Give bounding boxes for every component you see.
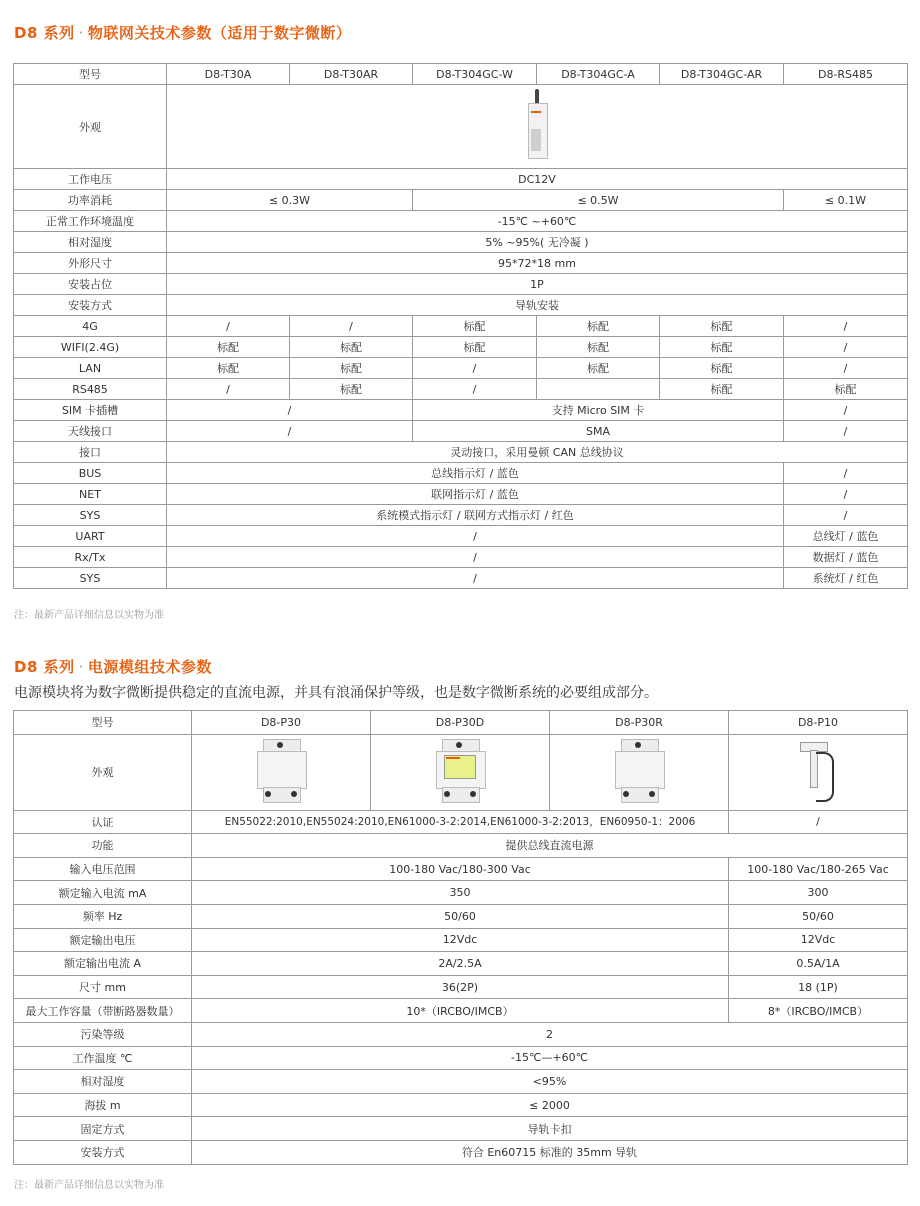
row-label: 最大工作容量（带断路器数量） [14,999,192,1023]
row-label: 接口 [14,442,167,463]
gateway-device-illustration [526,89,548,161]
power-module-illustration [257,739,305,803]
table-row [14,211,908,232]
table-cell: 标配 [784,379,908,400]
gateway-product-image [167,85,908,169]
table-cell: 18 (1P) [729,975,908,999]
table-cell: -15℃ ~+60℃ [167,211,908,232]
table-cell: 0.5A/1A [729,952,908,976]
table-cell: SMA [413,421,784,442]
table-row [14,547,908,568]
row-label: 工作电压 [14,169,167,190]
title-separator: · [78,24,84,42]
power-module-display-illustration [436,739,484,803]
table-cell: 50/60 [192,904,729,928]
table-row [14,253,908,274]
row-label: RS485 [14,379,167,400]
row-label: 天线接口 [14,421,167,442]
table-row [14,568,908,589]
table-row [14,1117,908,1141]
table-row [14,232,908,253]
section2-description: 电源模块将为数字微断提供稳定的直流电源，并具有浪涌保护等级，也是数字微断系统的必要组成部分。 [14,685,658,701]
table-cell: 总线指示灯 / 蓝色 [167,463,784,484]
table-row [14,928,908,952]
power-module-spec-table [13,710,908,1165]
header-cell: 型号 [14,64,167,85]
table-cell: 标配 [167,337,290,358]
table-cell: / [167,316,290,337]
table-row [14,316,908,337]
row-label: 功率消耗 [14,190,167,211]
row-label: 安装方式 [14,1140,192,1164]
row-label: NET [14,484,167,505]
table-row [14,834,908,858]
section1-title-text: 物联网关技术参数（适用于数字微断） [87,24,352,42]
table-row [14,881,908,905]
header-cell: D8-T304GC-AR [660,64,784,85]
table-cell: / [784,421,908,442]
footnote: 注：最新产品详细信息以实物为准 [14,1180,164,1191]
header-cell: D8-P30D [371,711,550,735]
table-row [14,337,908,358]
table-cell: 50/60 [729,904,908,928]
table-row [14,190,908,211]
table-row [14,442,908,463]
table-cell: 300 [729,881,908,905]
header-cell: D8-P10 [729,711,908,735]
power-cable-module-illustration [794,738,842,804]
table-row [14,505,908,526]
table-header-row [14,711,908,735]
header-cell: D8-T304GC-A [537,64,660,85]
table-row [14,526,908,547]
table-cell: / [413,379,537,400]
product-image-p30r [550,734,729,810]
table-cell: 导轨卡扣 [192,1117,908,1141]
row-label: 正常工作环境温度 [14,211,167,232]
table-cell: / [784,463,908,484]
header-cell: D8-T304GC-W [413,64,537,85]
row-label: 认证 [14,810,192,834]
table-cell: / [167,421,413,442]
series-label: D8 系列 [14,24,75,42]
table-row [14,169,908,190]
table-cell: EN55022:2010,EN55024:2010,EN61000-3-2:2014,EN61000-3-2:2013，EN60950-1：2006 [192,810,729,834]
table-cell: 10*（IRCBO/IMCB） [192,999,729,1023]
header-cell: D8-P30 [192,711,371,735]
row-label: 海拔 m [14,1093,192,1117]
row-label: 外观 [14,85,167,169]
table-cell: / [167,568,784,589]
table-row [14,421,908,442]
table-row [14,904,908,928]
table-cell: 支持 Micro SIM 卡 [413,400,784,421]
table-cell: 标配 [413,337,537,358]
table-row [14,999,908,1023]
table-cell: <95% [192,1070,908,1094]
table-cell: / [290,316,413,337]
table-cell: 提供总线直流电源 [192,834,908,858]
table-cell: 系统灯 / 红色 [784,568,908,589]
row-label: SYS [14,568,167,589]
table-cell: / [784,358,908,379]
row-label: 外形尺寸 [14,253,167,274]
table-row [14,484,908,505]
table-cell: ≤ 0.5W [413,190,784,211]
row-label: 安装方式 [14,295,167,316]
table-row [14,85,908,169]
table-cell: 1P [167,274,908,295]
table-row [14,952,908,976]
table-cell: 100-180 Vac/180-300 Vac [192,857,729,881]
table-header-row [14,64,908,85]
table-row [14,975,908,999]
table-cell: / [784,400,908,421]
table-cell: 12Vdc [192,928,729,952]
table-row [14,857,908,881]
table-cell: / [167,379,290,400]
header-cell: D8-P30R [550,711,729,735]
table-cell [537,379,660,400]
row-label: 外观 [14,734,192,810]
table-cell: 标配 [537,316,660,337]
table-cell: 标配 [660,358,784,379]
table-cell: / [413,358,537,379]
table-cell: 标配 [167,358,290,379]
table-cell: 符合 En60715 标准的 35mm 导轨 [192,1140,908,1164]
section2-title-text: 电源模组技术参数 [87,658,212,676]
table-row [14,463,908,484]
table-cell: / [167,526,784,547]
table-cell: / [729,810,908,834]
row-label: 尺寸 mm [14,975,192,999]
footnote: 注：最新产品详细信息以实物为准 [14,610,164,621]
table-cell: 标配 [537,337,660,358]
row-label: BUS [14,463,167,484]
header-cell: D8-T30AR [290,64,413,85]
table-cell: 标配 [413,316,537,337]
table-cell: 标配 [290,337,413,358]
table-cell: 2A/2.5A [192,952,729,976]
table-cell: 标配 [660,316,784,337]
product-image-p30 [192,734,371,810]
row-label: 工作温度 ℃ [14,1046,192,1070]
table-cell: DC12V [167,169,908,190]
table-cell: / [167,547,784,568]
table-row [14,295,908,316]
row-label: 固定方式 [14,1117,192,1141]
row-label: 额定输出电压 [14,928,192,952]
table-row [14,1022,908,1046]
table-cell: 联网指示灯 / 蓝色 [167,484,784,505]
table-cell: 5% ~95%( 无冷凝 ) [167,232,908,253]
table-cell: / [784,484,908,505]
table-cell: 8*（IRCBO/IMCB） [729,999,908,1023]
table-row [14,1046,908,1070]
table-row [14,1070,908,1094]
table-cell: 标配 [290,379,413,400]
row-label: 额定输入电流 mA [14,881,192,905]
table-cell: 12Vdc [729,928,908,952]
header-cell: D8-T30A [167,64,290,85]
row-label: UART [14,526,167,547]
row-label: 功能 [14,834,192,858]
table-cell: 灵动接口，采用曼顿 CAN 总线协议 [167,442,908,463]
row-label: 额定输出电流 A [14,952,192,976]
table-cell: ≤ 0.1W [784,190,908,211]
gateway-spec-table [13,63,908,589]
table-row [14,379,908,400]
table-cell: ≤ 2000 [192,1093,908,1117]
title-separator: · [78,658,84,676]
table-cell: / [784,316,908,337]
table-cell: 标配 [660,379,784,400]
header-cell: 型号 [14,711,192,735]
table-cell: 36(2P) [192,975,729,999]
table-cell: 标配 [660,337,784,358]
product-image-p10 [729,734,908,810]
table-cell: 100-180 Vac/180-265 Vac [729,857,908,881]
table-cell: 95*72*18 mm [167,253,908,274]
table-cell: 350 [192,881,729,905]
product-image-p30d [371,734,550,810]
table-cell: 标配 [537,358,660,379]
table-cell: 系统模式指示灯 / 联网方式指示灯 / 红色 [167,505,784,526]
table-row [14,810,908,834]
table-cell: / [167,400,413,421]
table-cell: ≤ 0.3W [167,190,413,211]
table-row [14,274,908,295]
section2-title [14,656,212,677]
series-label: D8 系列 [14,658,75,676]
row-label: LAN [14,358,167,379]
table-cell: -15℃—+60℃ [192,1046,908,1070]
section1-title [14,22,351,43]
table-row [14,734,908,810]
table-cell: 2 [192,1022,908,1046]
power-module-illustration [615,739,663,803]
row-label: 频率 Hz [14,904,192,928]
table-cell: / [784,337,908,358]
table-row [14,1140,908,1164]
table-cell: 总线灯 / 蓝色 [784,526,908,547]
header-cell: D8-RS485 [784,64,908,85]
row-label: SYS [14,505,167,526]
row-label: 安装占位 [14,274,167,295]
table-row [14,1093,908,1117]
row-label: 相对湿度 [14,1070,192,1094]
row-label: 污染等级 [14,1022,192,1046]
table-cell: 数据灯 / 蓝色 [784,547,908,568]
row-label: SIM 卡插槽 [14,400,167,421]
row-label: Rx/Tx [14,547,167,568]
row-label: 4G [14,316,167,337]
table-row [14,358,908,379]
row-label: 输入电压范围 [14,857,192,881]
table-cell: / [784,505,908,526]
table-cell: 标配 [290,358,413,379]
row-label: 相对湿度 [14,232,167,253]
table-cell: 导轨安装 [167,295,908,316]
table-row [14,400,908,421]
row-label: WIFI(2.4G) [14,337,167,358]
